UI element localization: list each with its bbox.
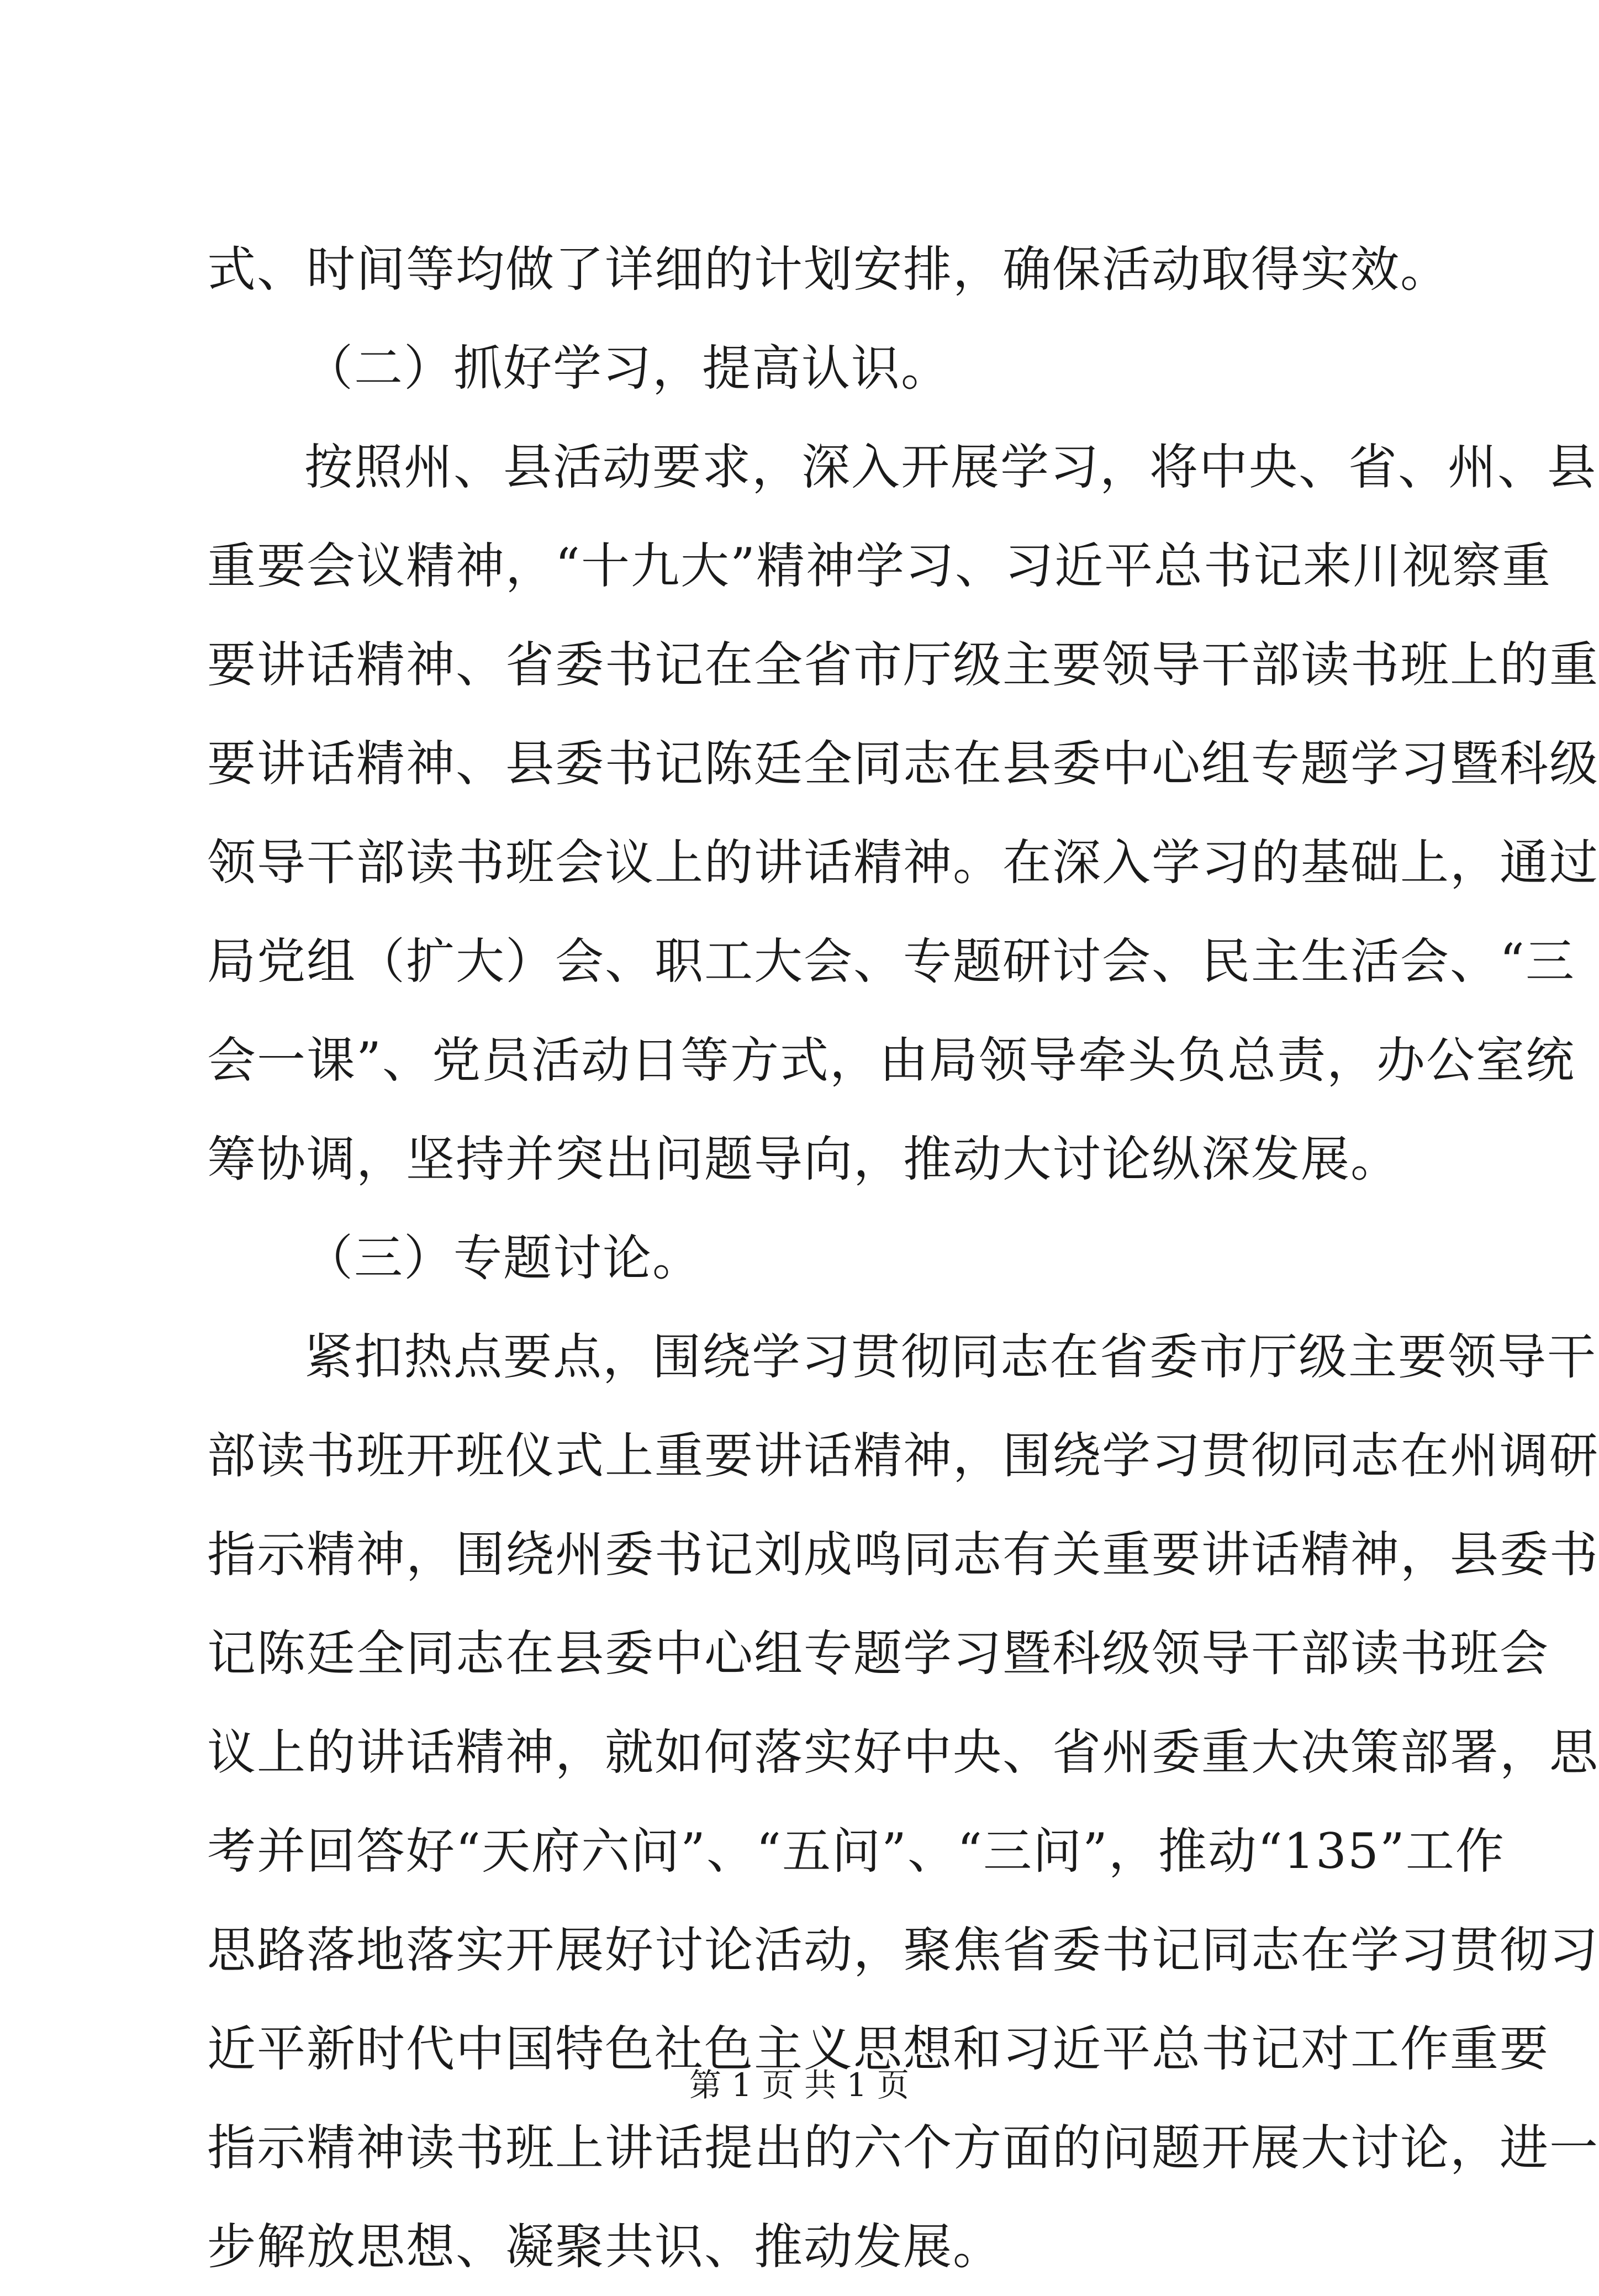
text-line: 指示精神读书班上讲话提出的六个方面的问题开展大讨论，进一 — [207, 2119, 1599, 2176]
text-line: （二）抓好学习，提高认识。 — [304, 340, 951, 397]
text-line: （三）专题讨论。 — [304, 1229, 703, 1286]
text-line: 筹协调，坚持并突出问题导向，推动大讨论纵深发展。 — [207, 1131, 1401, 1187]
text-line: 议上的讲话精神，就如何落实好中央、省州委重大决策部署，思 — [207, 1724, 1599, 1781]
text-line: 按照州、县活动要求，深入开展学习，将中央、省、州、县 — [304, 439, 1597, 495]
text-line: 紧扣热点要点，围绕学习贯彻同志在省委市厅级主要领导干 — [304, 1328, 1597, 1385]
document-body — [207, 220, 1599, 2296]
text-line: 步解放思想、凝聚共识、推动发展。 — [207, 2218, 1003, 2275]
text-line: 局党组（扩大）会、职工大会、专题研讨会、民主生活会、“三 — [207, 933, 1575, 990]
text-line: 部读书班开班仪式上重要讲话精神，围绕学习贯彻同志在州调研 — [207, 1427, 1599, 1484]
text-line: 要讲话精神、县委书记陈廷全同志在县委中心组专题学习暨科级 — [207, 735, 1599, 792]
text-line: 指示精神，围绕州委书记刘成鸣同志有关重要讲话精神，县委书 — [207, 1526, 1599, 1583]
text-line: 要讲话精神、省委书记在全省市厅级主要领导干部读书班上的重 — [207, 636, 1599, 693]
text-line: 记陈廷全同志在县委中心组专题学习暨科级领导干部读书班会 — [207, 1625, 1550, 1682]
text-line: 重要会议精神，“十九大”精神学习、习近平总书记来川视察重 — [207, 537, 1551, 594]
text-line: 近平新时代中国特色社色主义思想和习近平总书记对工作重要 — [207, 2020, 1550, 2077]
text-line: 考并回答好“天府六问”、“五问”、“三问”，推动“135”工作 — [207, 1823, 1505, 1880]
text-line: 会一课”、党员活动日等方式，由局领导牵头负总责，办公室统 — [207, 1032, 1575, 1089]
text-line: 思路落地落实开展好讨论活动，聚焦省委书记同志在学习贯彻习 — [207, 1922, 1599, 1978]
text-line: 领导干部读书班会议上的讲话精神。在深入学习的基础上，通过 — [207, 834, 1599, 891]
text-line: 式、时间等均做了详细的计划安排，确保活动取得实效。 — [207, 241, 1450, 298]
page-footer: 第 1 页 共 1 页 — [689, 2066, 909, 2104]
